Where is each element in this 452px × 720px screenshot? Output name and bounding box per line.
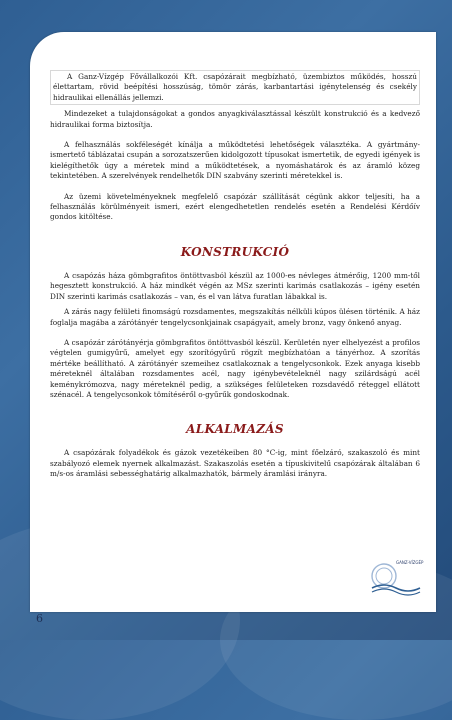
konstrukcio-paragraph: A csapózár zárótányérja gömbgrafitos öntöttvasból készül. Kerületén nyer elhelyezést a profilos végtelen gumigyűrű, amelyet egy szorítógyűrű rögzít megbízhatóan a tányérhoz. A szorítás mértéke beállítható. A zárótányér szemeihez csatlakoznak a tengelycsonkok. Ezek anyaga kisebb méreteknél általában rozsdamentes acél, nagy igénybevételeknél nagy szilárdságú acél keménykrómozva, nagy méreteknél pedig, a szükséges felületeken rozsdavédő réteggel ellátott szénacél. A tengelycsonkok tömítéséről o-gyűrűk gondoskodnak. <box>50 337 420 399</box>
intro-paragraph: Mindezeket a tulajdonságokat a gondos anyagkiválasztással készült konstrukció és a kedvező hidraulikai forma biztosítja. <box>50 109 420 129</box>
page-number: 6 <box>36 612 43 625</box>
section-heading-alkalmazas: ALKALMAZÁS <box>186 422 284 437</box>
section-heading-konstrukcio: KONSTRUKCIÓ <box>180 244 290 259</box>
intro-paragraph: A Ganz-Vízgép Fővállalkozói Kft. csapózárait megbízható, üzembiztos működés, hosszú élettartam, rövid beépítési hosszúság, tömör zárás, karbantartási igénytelenség és csekély hidraulikai ellenállás jellemzi. <box>50 70 420 105</box>
alkalmazas-paragraph: A csapózárak folyadékok és gázok vezetékeiben 80 °C-ig, mint főelzáró, szakaszoló és mint szabályozó elemek nyernek alkalmazást. Szakaszolás esetén a típuskivitelű csapózárak általában 6 m/s-os áramlási sebességhatárig alkalmazhatók, bármely áramlási irányra. <box>50 448 420 479</box>
intro-paragraph: A felhasználás sokféleségét kínálja a működtetési lehetőségek választéka. A gyártmány-ismertető táblázatai csupán a sorozatszerűen kidolgozott típusokat ismertetik, de egyedi igények is kielégíthetők úgy a méretek mind a működtetések, a nyomáshatárok és az áramló közeg tekintetében. A szerelvények rendelhetők DIN szabvány szerinti méretekkel is. <box>50 140 420 181</box>
konstrukcio-paragraph: A csapózás háza gömbgrafitos öntöttvasból készül az 1000-es névleges átmérőig, 1200 mm-től hegesztett konstrukció. A ház mindkét végén az MSz szerinti karimás csatlakozás – igény esetén DIN szerinti karimás csatlakozás – van, és el van látva furatlan lábakkal is. <box>50 270 420 301</box>
intro-paragraph: Az üzemi követelményeknek megfelelő csapózár szállítását cégünk akkor teljesíti, ha a felhasználás körülményeit ismeri, ezért elengedhetetlen rendelés esetén a Rendelési Kérdőív gondos kitöltése. <box>50 191 420 222</box>
logo-text: GANZ-VÍZGÉP <box>396 560 424 565</box>
document-body <box>50 70 420 490</box>
konstrukcio-paragraph: A zárás nagy felületi finomságú rozsdamentes, megszakítás nélküli kúpos ülésen történik. A ház foglalja magába a zárótányér tengelycsonkjainak csapágyait, amely bronz, vagy önkenő anyag. <box>50 307 420 327</box>
